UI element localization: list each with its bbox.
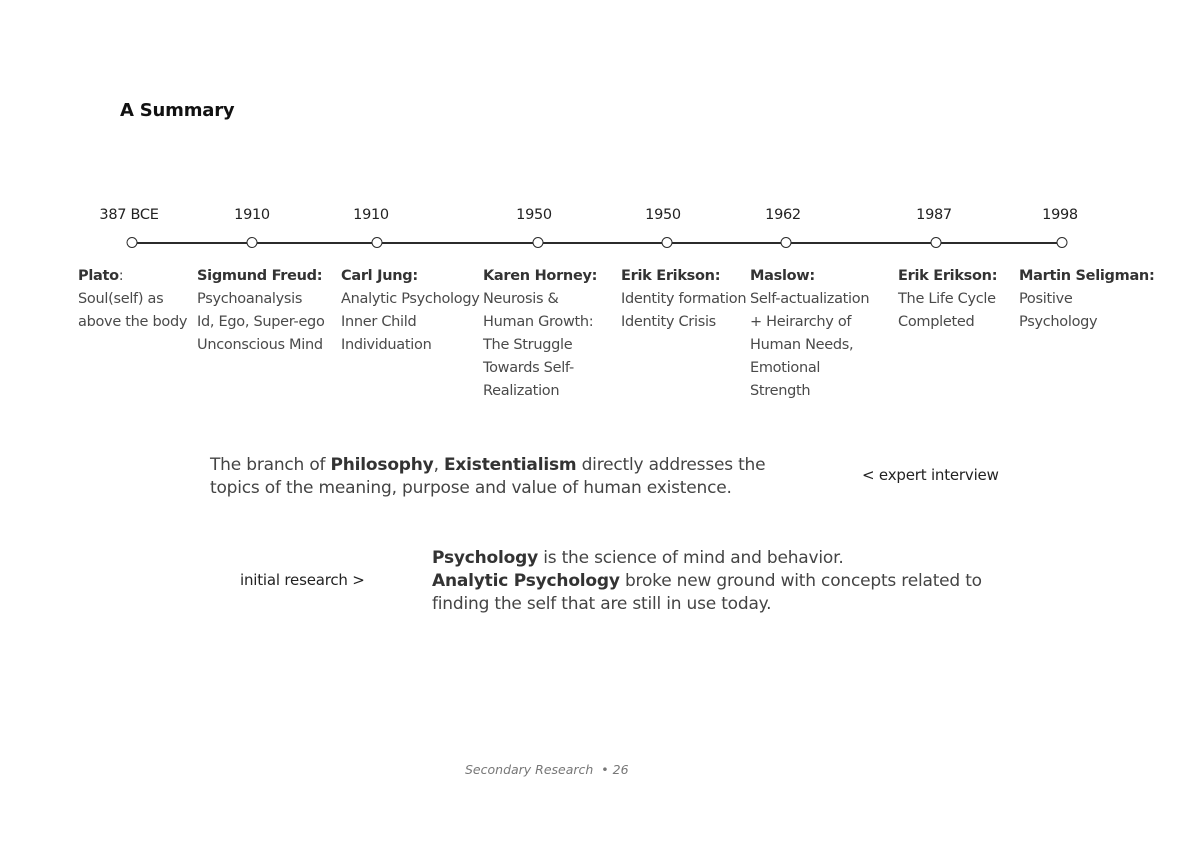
timeline-year: 387 BCE — [99, 207, 159, 223]
event-line: Unconscious Mind — [197, 337, 323, 353]
timeline-event — [341, 265, 480, 357]
timeline-year: 1962 — [765, 207, 801, 223]
timeline-marker — [1057, 237, 1068, 248]
psychology-paragraph — [432, 547, 1032, 616]
timeline-year: 1998 — [1042, 207, 1078, 223]
page-title: A Summary — [120, 100, 235, 121]
timeline-event — [197, 265, 325, 357]
event-line: Inner Child — [341, 314, 417, 330]
event-line: Analytic Psychology — [341, 291, 480, 307]
timeline-year: 1987 — [916, 207, 952, 223]
timeline-marker — [931, 237, 942, 248]
timeline-year: 1950 — [516, 207, 552, 223]
timeline-axis — [132, 242, 1062, 244]
event-line: Towards Self- — [483, 360, 574, 376]
event-line: The Struggle — [483, 337, 573, 353]
analytic-psychology-term: Analytic Psychology — [432, 571, 620, 591]
timeline-event — [898, 265, 997, 334]
event-line: + Heirarchy of — [750, 314, 852, 330]
initial-research-link[interactable]: initial research > — [240, 571, 365, 589]
event-name: Erik Erikson: — [898, 268, 998, 284]
philosophy-text: The branch of — [210, 455, 331, 475]
timeline-event — [750, 265, 869, 403]
philosophy-paragraph — [210, 454, 800, 500]
page-number: 26 — [612, 762, 629, 777]
event-line: Individuation — [341, 337, 432, 353]
event-line: Identity formation — [621, 291, 747, 307]
psychology-text: broke new ground with concepts related to finding the self that are still in use today. — [432, 571, 982, 614]
event-line: Psychology — [1019, 314, 1098, 330]
event-name-suffix: : — [118, 268, 124, 284]
timeline-marker — [781, 237, 792, 248]
event-line: Strength — [750, 383, 811, 399]
event-line: Positive — [1019, 291, 1073, 307]
event-name: Karen Horney: — [483, 268, 598, 284]
timeline-year: 1910 — [353, 207, 389, 223]
event-name: Plato — [78, 268, 119, 284]
event-line: Realization — [483, 383, 560, 399]
event-name: Maslow: — [750, 268, 815, 284]
timeline-marker — [662, 237, 673, 248]
timeline-marker — [533, 237, 544, 248]
event-name: Carl Jung: — [341, 268, 418, 284]
existentialism-term: Existentialism — [443, 455, 577, 475]
psychology-term: Psychology — [432, 548, 538, 568]
event-line: Neurosis & — [483, 291, 559, 307]
event-line: Human Needs, — [750, 337, 854, 353]
event-line: Self-actualization — [750, 291, 870, 307]
psychology-text: is the science of mind and behavior. — [537, 548, 844, 568]
timeline-marker — [372, 237, 383, 248]
philosophy-term: Philosophy — [330, 455, 434, 475]
event-line: Completed — [898, 314, 975, 330]
timeline-marker — [127, 237, 138, 248]
timeline-year: 1950 — [645, 207, 681, 223]
footer-label: Secondary Research — [465, 762, 594, 777]
philosophy-text: , — [433, 455, 444, 475]
event-line: Emotional — [750, 360, 821, 376]
event-line: Soul(self) as — [78, 291, 164, 307]
event-line: above the body — [78, 314, 188, 330]
event-line: Human Growth: — [483, 314, 594, 330]
timeline-event — [78, 265, 187, 334]
timeline-event — [621, 265, 746, 334]
philosophy-text: directly addresses the topics of the meaning, purpose and value of human existence. — [210, 455, 766, 498]
event-name: Martin Seligman: — [1019, 268, 1155, 284]
timeline-year: 1910 — [234, 207, 270, 223]
event-name: Erik Erikson: — [621, 268, 721, 284]
event-line: Psychoanalysis — [197, 291, 303, 307]
timeline-marker — [247, 237, 258, 248]
event-line: The Life Cycle — [898, 291, 996, 307]
event-line: Id, Ego, Super-ego — [197, 314, 325, 330]
event-line: Identity Crisis — [621, 314, 716, 330]
expert-interview-link[interactable]: < expert interview — [862, 466, 999, 484]
timeline-event — [1019, 265, 1154, 334]
page-footer: Secondary Research • 26 — [465, 762, 629, 777]
event-name: Sigmund Freud: — [197, 268, 323, 284]
timeline-event — [483, 265, 597, 403]
